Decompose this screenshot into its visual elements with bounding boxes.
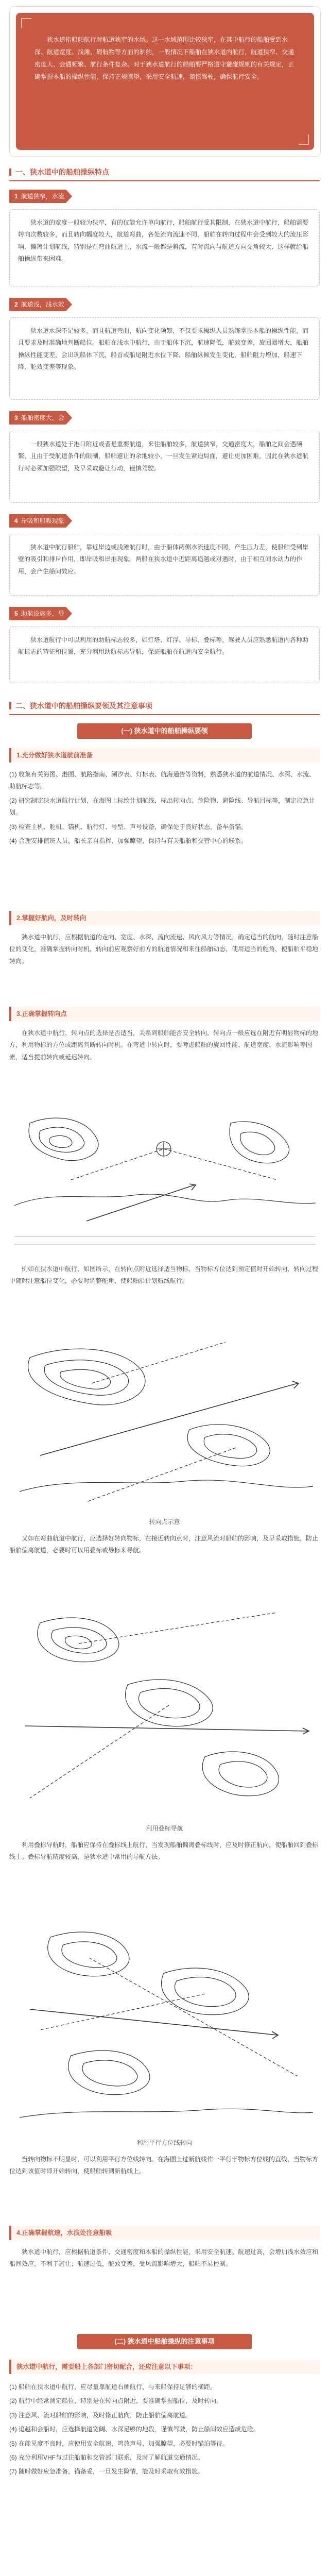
chart-sketch-svg-3 xyxy=(9,1602,320,1819)
figure-3-caption: 利用叠标导航 xyxy=(146,1825,183,1832)
part-2 xyxy=(9,298,320,401)
figure-2-caption: 转向点示意 xyxy=(149,1518,180,1526)
notes-list xyxy=(9,2381,320,2567)
list-item: (1) 船舶在狭水道中航行，应尽量靠航道右侧航行，与来船保持足够的横距。 xyxy=(9,2383,217,2391)
section-2-title: 二、狭水道中的船舶操纵要领及其注意事项 xyxy=(15,702,152,710)
part-5-tag: 5 助航设施多，导 xyxy=(9,607,66,620)
list-item: (4) 合理安排值班人员，船长亲自指挥，加强瞭望，保持与有关船舶和交管中心的联系。 xyxy=(9,837,248,844)
point-2-text: 狭水道中航行，应根据航道的走向、宽度、水深、流向流速、风向风力等情况，确定适当的航向，随时注意船位的变化，准确掌握转向时机，转向前应观察好前方的航道情况和来往船舶动态，使用适当的舵角，使船舶平稳地转向。 xyxy=(9,934,319,965)
list-item: (4) 追越和会船时，应选择航道宽阔、水深足够的地段，谨慎驾驶，防止船间效应造成危险。 xyxy=(9,2426,260,2433)
intro-frame xyxy=(9,6,321,157)
figure-chart-sketch-1 xyxy=(9,1103,320,1257)
list-item: (2) 研究制定狭水道航行计划，在海图上标绘计划航线，标出转向点、危险物、避险线、导航目标等，制定应急计划。 xyxy=(9,796,316,817)
chart-sketch-svg-2 xyxy=(9,1327,320,1512)
corner-ornament-icon xyxy=(21,18,31,28)
subsection-2-banner: (二) 狭水道中船舶操纵的注意事项 xyxy=(77,2334,252,2349)
part-4-tag: 4 岸吸和船吸现象 xyxy=(9,514,66,528)
point-1-list xyxy=(9,769,320,903)
figure-4-text: 当转向物标不明显时，可以利用平行方位线转向。在海图上过新航线作一平行于物标方位线的直线，当物标方位达到该值时即开始转向，使船舶转到新航线上。 xyxy=(9,2156,319,2175)
part-2-text: 狭水道水深不足较多，而且航道弯曲，航向变化频繁，不仅要求操纵人员熟练掌握本船的操纵性能，而且要求及时准确地判断船位。船舶在浅水中航行，由于船体下沉，航速降低，舵效变差，旋回圈增大，船舶操纵性能变差，会出现船体下沉，船首或船尾附近水位下降，船舶纵倾发生变化，船舶阻力增加，船速下降，舵效变差等现象。 xyxy=(9,317,320,400)
section-marker-icon xyxy=(9,702,11,709)
part-1-tag: 1 航道狭窄，水流 xyxy=(9,190,66,203)
chart-sketch-svg-4 xyxy=(9,1911,320,2133)
part-4 xyxy=(9,514,320,597)
list-item: (5) 在能见度不良时，应使用安全航速，鸣放声号，加强瞭望，必要时锚泊等待。 xyxy=(9,2439,229,2447)
part-5 xyxy=(9,607,320,684)
list-item: (3) 检查主机、舵机、锚机、航行灯、号型、声号设备，确保处于良好状态，备车备锚。 xyxy=(9,823,248,831)
list-item: (1) 收集有关海图、港图、航路指南、潮汐表、灯标表、航海通告等资料，熟悉狭水道的航道情况、水深、水流、助航标志等。 xyxy=(9,771,316,790)
part-3-text: 一般狭水道处于港口附近或者是重要航道，来往船舶较多，航道狭窄，交通密度大，船舶之间会遇频繁，且由于受航道条件的限制，船舶避让的余地较小，一旦发生紧迫局面，避让更加困难，因此在狭水道航行时必须加强瞭望，及早采取避让行动，谨慎驾驶。 xyxy=(9,431,320,503)
figure-chart-sketch-3 xyxy=(9,1602,320,1819)
part-5-text: 狭水道航行中可以利用的助航标志较多，如灯塔、灯浮、导标、叠标等，驾驶人员应熟悉航道内各种助航标志的特征和位置，充分利用助航标志导航，保证船舶在航道内安全航行。 xyxy=(9,626,320,683)
section-2-header xyxy=(9,698,320,715)
corner-ornament-icon xyxy=(299,134,309,145)
section-1-title: 一、狭水道中的船舶操纵特点 xyxy=(15,168,109,176)
list-item: (7) 随时做好应急准备，锚备妥，一旦发生险情，能及时采取有效措施。 xyxy=(9,2468,204,2476)
subsection-1-banner: (一) 狭水道中的船舶操纵要领 xyxy=(77,723,252,739)
figure-1-text: 例如在狭水道中航行，如图所示，在转向点附近选择适当物标，当物标方位达到预定值时开始转向，转向过程中随时注意船位变化，必要时调整舵角，使船舶沿计划航线航行。 xyxy=(9,1265,319,1285)
list-item: (6) 充分利用VHF与过往船舶和交管部门联系，及时了解航道交通情况。 xyxy=(9,2453,204,2461)
figure-chart-sketch-2 xyxy=(9,1327,320,1512)
section-marker-icon xyxy=(9,168,11,176)
point-2-header: 2.掌握好航向，及时转向 xyxy=(9,911,320,925)
point-4-header: 4.正确掌握航速，水浅处注意船吸 xyxy=(9,2226,320,2240)
figure-chart-sketch-4 xyxy=(9,1911,320,2133)
part-1-text: 狭水道的宽度一般较为狭窄，有的仅能允许单向航行，船舶航行受其限制，在狭水道中航行，船舶需要转向次数较多，而且转向幅度较大，航道弯曲，各处流向流速不同，船舶在转向过程中会受到较大的流压影响，偏离计划航线，特别是在弯曲航道上，水流一般都是斜流，有时流向与航道方向交角较大，这样就给船舶操纵带来困难。 xyxy=(9,209,320,286)
part-2-tag: 2 航道浅，浅水效 xyxy=(9,298,66,311)
list-item: (3) 注意风、流对船舶的影响，及时修正航向，防止船舶偏离航道。 xyxy=(9,2411,192,2419)
point-4-text: 狭水道中航行，应根据航道条件、交通密度和本船的操纵性能，采用安全航速。航速过高，会增加浅水效应和船间效应，不利于避让；航速过低，舵效变差，受风流影响增大，船舶不易控制。 xyxy=(9,2248,319,2268)
point-3-header: 3.正确掌握转向点 xyxy=(9,1007,320,1021)
intro-text: 狭水道指船舶航行时航道狭窄的水域。这一水域范围比较狭窄，在其中航行的船舶受到水深、航道宽度、浅滩、碍航物等方面的制约，一般情况下船舶在狭水道内航行，航道狭窄、交通密度大、会遇频繁、航行条件复杂。对于狭水道航行的船舶要严格遵守避碰规则的有关规定，正确掌握本船的操纵性能，保持正规瞭望，采用安全航速，谨慎驾驶，确保航行安全。 xyxy=(34,36,295,80)
part-3 xyxy=(9,411,320,504)
intro-card xyxy=(16,13,314,150)
figure-4-caption: 利用平行方位线转向 xyxy=(136,2139,193,2146)
figure-2-text: 又如在弯曲航道中航行，应选择好转向物标，在接近转向点时，注意风流对船舶的影响，及早采取措施，防止船舶偏离航道，必要时可以用叠标或导标来导航。 xyxy=(9,1535,319,1554)
point-3-text: 在狭水道中航行，转向点的选择是否适当，关系到船舶能否安全转向。转向点一般应选在附近有明显物标的地方，利用物标的方位或距离判断转向时机。在弯道中转向时，要考虑船舶的旋回性能、航道宽度、水流影响等因素，适当提前转向或延迟转向。 xyxy=(9,1029,319,1061)
figure-3-text: 利用叠标导航时，船舶应保持在叠标线上航行，当发现船舶偏离叠标线时，应及时修正航向，使船舶回到叠标线上。叠标导航精度较高，是狭水道中常用的导航方法。 xyxy=(9,1841,319,1861)
list-item: (2) 航行中经常测定船位，特别是在转向点附近，要准确掌握船位，及时转向。 xyxy=(9,2397,223,2405)
part-3-tag: 3 船舶密度大，会 xyxy=(9,411,66,425)
part-4-text: 狭水道中航行船舶，靠近岸边或浅滩航行时，由于船体两侧水流速度不同，产生压力差，使船舶受到岸壁的吸引和排斥作用，即岸吸和岸推现象。两船在狭水道中近距离追越或对遇时，由于相互间水动力的作用，会产生船间效应。 xyxy=(9,534,320,596)
chart-sketch-svg xyxy=(9,1103,320,1257)
section-1-header xyxy=(9,164,320,181)
notes-header: 狭水道中航行，需要船上各部门密切配合，还应注意以下事项： xyxy=(9,2360,320,2374)
part-1 xyxy=(9,190,320,287)
point-1-header: 1.充分做好狭水道航前准备 xyxy=(9,748,320,762)
